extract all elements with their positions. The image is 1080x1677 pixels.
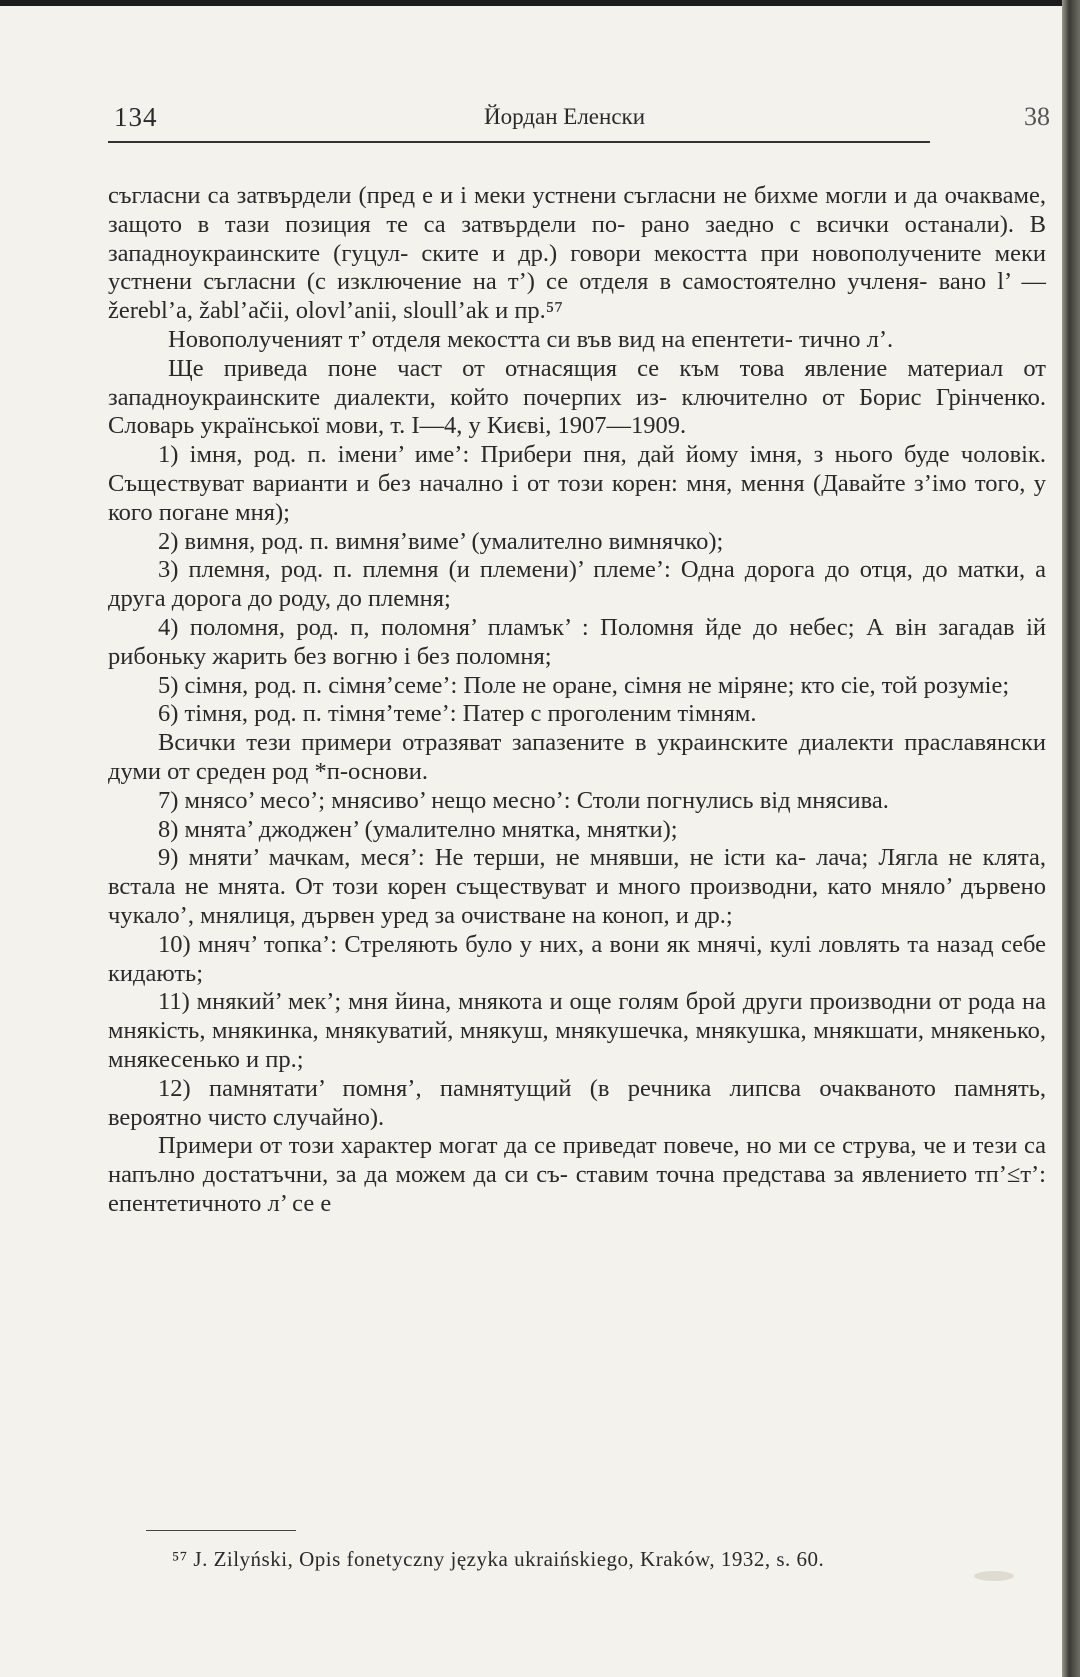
text-line: Всички тези примери отразяват запазените в украинските bbox=[158, 729, 789, 757]
paragraph bbox=[108, 355, 1046, 441]
text-line: Ще приведа поне част от отнасящия се към това явление bbox=[168, 354, 888, 382]
text-line: диалекти праславянски думи от среден род *п-основи. bbox=[108, 729, 1046, 785]
book-spine-edge bbox=[1062, 0, 1080, 1677]
paragraph bbox=[108, 182, 1046, 326]
footnote-rule bbox=[146, 1530, 296, 1531]
text-line: дървен уред за очистване на коноп, и др.; bbox=[301, 901, 733, 929]
example-item bbox=[108, 672, 1046, 701]
text-line: 11) мнякий’ мек’; мня йина, мнякота и още голям брой други bbox=[158, 988, 803, 1016]
paper-smudge bbox=[974, 1571, 1014, 1581]
text-line: 3) племня, род. п. племня (и племени)’ племе’: Одна дорога bbox=[158, 556, 815, 584]
text-line: могли и да очакваме, защото в тази позиция те са затвърдели по- bbox=[108, 182, 1047, 238]
text-line: нього буде чоловік. Съществуват варианти и без начално і от този bbox=[108, 441, 1047, 497]
text-line: корен: мня, мення (Давайте з’імо того, у кого погане мня); bbox=[108, 469, 1047, 526]
example-item bbox=[108, 556, 1046, 614]
text-line: се струва, че и тези са напълно достатъчни, за да можем да си съ- bbox=[108, 1132, 1047, 1189]
text-line: ставим точна представа за явлението тп’≤т’: епентетичното л’ се е bbox=[108, 1161, 1046, 1217]
text-line: мнякушечка, мнякушка, мнякшати, мнякенько, мнякесенько и пр.; bbox=[108, 1017, 1047, 1073]
paragraph bbox=[108, 326, 1046, 355]
text-line: кулі ловлять та назад себе кидають; bbox=[108, 930, 1047, 987]
text-line: очакваното памнять, вероятно чисто случайно). bbox=[108, 1074, 1046, 1131]
text-line: лача; Лягла не клята, встала не мнята. От този корен съществуват bbox=[108, 844, 1046, 901]
paragraph bbox=[108, 729, 1046, 787]
example-item bbox=[108, 988, 1046, 1074]
top-edge bbox=[0, 0, 1062, 6]
body-text bbox=[108, 182, 1046, 1219]
text-line: Примери от този характер могат да се приведат повече, но ми bbox=[158, 1132, 807, 1160]
page-number: 134 bbox=[114, 102, 158, 132]
paragraph bbox=[108, 1132, 1046, 1218]
text-line: ключително от Борис Грінченко. Словарь української bbox=[108, 383, 1046, 440]
header-rule bbox=[108, 141, 930, 143]
text-line: кто сіе, той розуміе; bbox=[800, 671, 1010, 699]
example-item bbox=[108, 844, 1046, 930]
running-head: Йордан Еленски bbox=[484, 104, 646, 129]
page-header bbox=[114, 102, 1054, 138]
text-line: 4) поломня, род. п, поломня’ пламък’ : Поломня йде до небес; bbox=[158, 613, 855, 641]
text-line: 12) памнятати’ помня’, памнятущий (в речника липсва bbox=[158, 1074, 802, 1102]
text-line: материал от западноукраинските диалекти, който почерпих из- bbox=[108, 354, 1047, 411]
example-item bbox=[108, 700, 1046, 729]
text-line: производни от рода на мнякість, мнякинка, мнякуватий, мнякуш, bbox=[108, 988, 1047, 1045]
text-line: мови, т. I—4, у Києві, 1907—1909. bbox=[325, 412, 687, 440]
bleed-through-page-number: 38 bbox=[1024, 102, 1050, 131]
example-item bbox=[108, 528, 1046, 557]
text-line: А він загадав ій рибоньку жарить без вогню і без поломня; bbox=[108, 613, 1046, 670]
text-line: 2) вимня, род. п. вимня’виме’ (умалително вимнячко); bbox=[158, 527, 724, 555]
text-line: съгласни са затвърдели (пред е и і меки устнени съгласни не бихме bbox=[108, 182, 819, 209]
text-line: мнясива. bbox=[796, 786, 889, 814]
text-line: 6) тімня, род. п. тімня’теме’: Патер с проголеним тімням. bbox=[158, 700, 757, 728]
text-line: и пр.⁵⁷ bbox=[495, 297, 563, 325]
text-line: Новополученият т’ отделя мекостта си във вид на епентети- bbox=[168, 325, 793, 353]
text-line: 8) мнята’ джоджен’ (умалително мнятка, мнятки); bbox=[158, 815, 678, 843]
example-item bbox=[108, 1075, 1046, 1133]
text-line: 1) імня, род. п. імени’ име’: Прибери пня, дай йому імня, з bbox=[158, 441, 824, 469]
text-line: 10) мняч’ топка’: Стреляють було у них, а вони як мнячі, bbox=[158, 930, 763, 958]
text-line: рано заедно с всички останали). В западноукраинските (гуцул- bbox=[108, 210, 1046, 267]
example-item bbox=[108, 931, 1046, 989]
text-line: 7) мнясо’ месо’; мнясиво’ нещо месно’: Столи погнулись від bbox=[158, 786, 791, 814]
text-line: вано l’ — žerebl’a, žabl’ačii, olovl’anii, sloull’ak bbox=[108, 268, 1046, 325]
text-line: до отця, до матки, а друга дорога до роду, до племня; bbox=[108, 556, 1046, 613]
text-line: тично л’. bbox=[799, 325, 894, 353]
text-line: 9) мняти’ мачкам, меся’: Не терши, не мнявши, не істи ка- bbox=[158, 844, 806, 872]
example-item bbox=[108, 441, 1046, 527]
text-line: 5) сімня, род. п. сімня’семе’: Поле не оране, сімня не міряне; bbox=[158, 671, 795, 699]
text-line: ските и др.) говори мекостта при новополучените меки устнени bbox=[108, 239, 1047, 296]
example-item bbox=[108, 614, 1046, 672]
example-item bbox=[108, 816, 1046, 845]
example-item bbox=[108, 787, 1046, 816]
text-line: и много производни, като мняло’ дървено чукало’, мнялиця, bbox=[108, 873, 1047, 929]
footnote: ⁵⁷ J. Zilyński, Opis fonetyczny języka ukraińskiego, Kraków, 1932, s. 60. bbox=[172, 1547, 825, 1571]
text-line: съгласни (с изключение на т’) се отделя в самостоятелно учленя- bbox=[203, 268, 928, 296]
